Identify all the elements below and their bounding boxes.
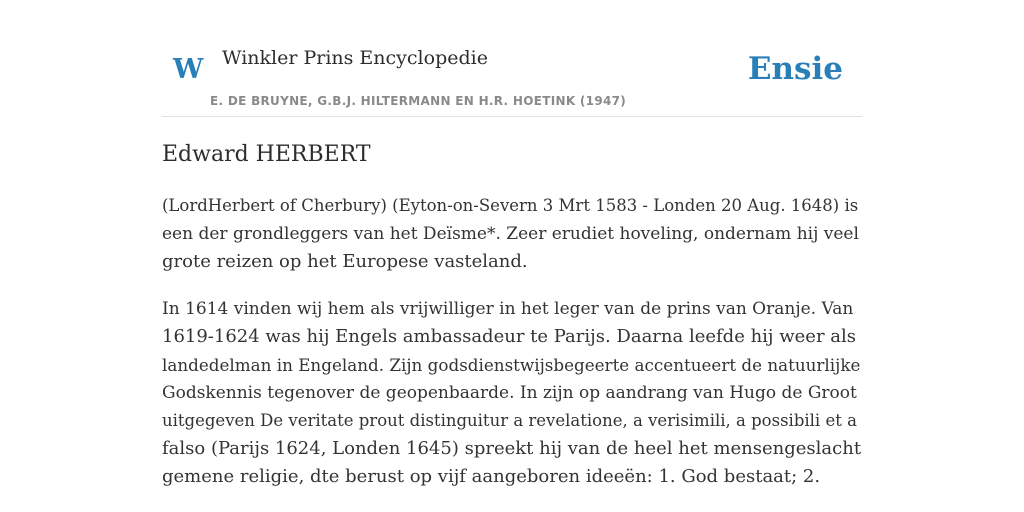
paragraph-line: gemene religie, dte berust op vijf aangeboren ideeën: 1. God bestaat; 2. <box>162 466 821 487</box>
article-paragraph-2 <box>162 295 862 491</box>
paragraph-line: uitgegeven De veritate prout distinguitur a revelatione, a verisimili, a possibili et a <box>162 411 857 430</box>
site-header <box>162 0 862 117</box>
ensie-brand-logo[interactable]: Ensie <box>747 51 843 87</box>
article <box>162 138 862 491</box>
article-title: Edward HERBERT <box>162 142 371 167</box>
article-paragraph-1 <box>162 192 862 276</box>
site-subtitle: E. DE BRUYNE, G.B.J. HILTERMANN EN H.R. HOETINK (1947) <box>210 94 627 108</box>
paragraph-line: falso (Parijs 1624, Londen 1645) spreekt hij van de heel het mensengeslacht <box>162 438 862 459</box>
paragraph-line: Godskennis tegenover de geopenbaarde. In zijn op aandrang van Hugo de Groot <box>162 383 857 403</box>
site-title[interactable]: Winkler Prins Encyclopedie <box>222 47 488 69</box>
paragraph-line: 1619-1624 was hij Engels ambassadeur te Parijs. Daarna leefde hij weer als <box>162 326 856 347</box>
winkler-prins-logo[interactable]: W <box>173 54 204 85</box>
paragraph-line: een der grondleggers van het Deïsme*. Zeer erudiet hoveling, ondernam hij veel <box>162 224 859 244</box>
paragraph-line: landedelman in Engeland. Zijn godsdienstwijsbegeerte accentueert de natuurlijke <box>162 355 861 375</box>
paragraph-line: grote reizen op het Europese vasteland. <box>162 251 528 272</box>
paragraph-line: (LordHerbert of Cherbury) (Eyton-on-Severn 3 Mrt 1583 - Londen 20 Aug. 1648) is <box>162 196 859 215</box>
paragraph-line: In 1614 vinden wij hem als vrijwilliger in het leger van de prins van Oranje. Van <box>162 299 854 319</box>
